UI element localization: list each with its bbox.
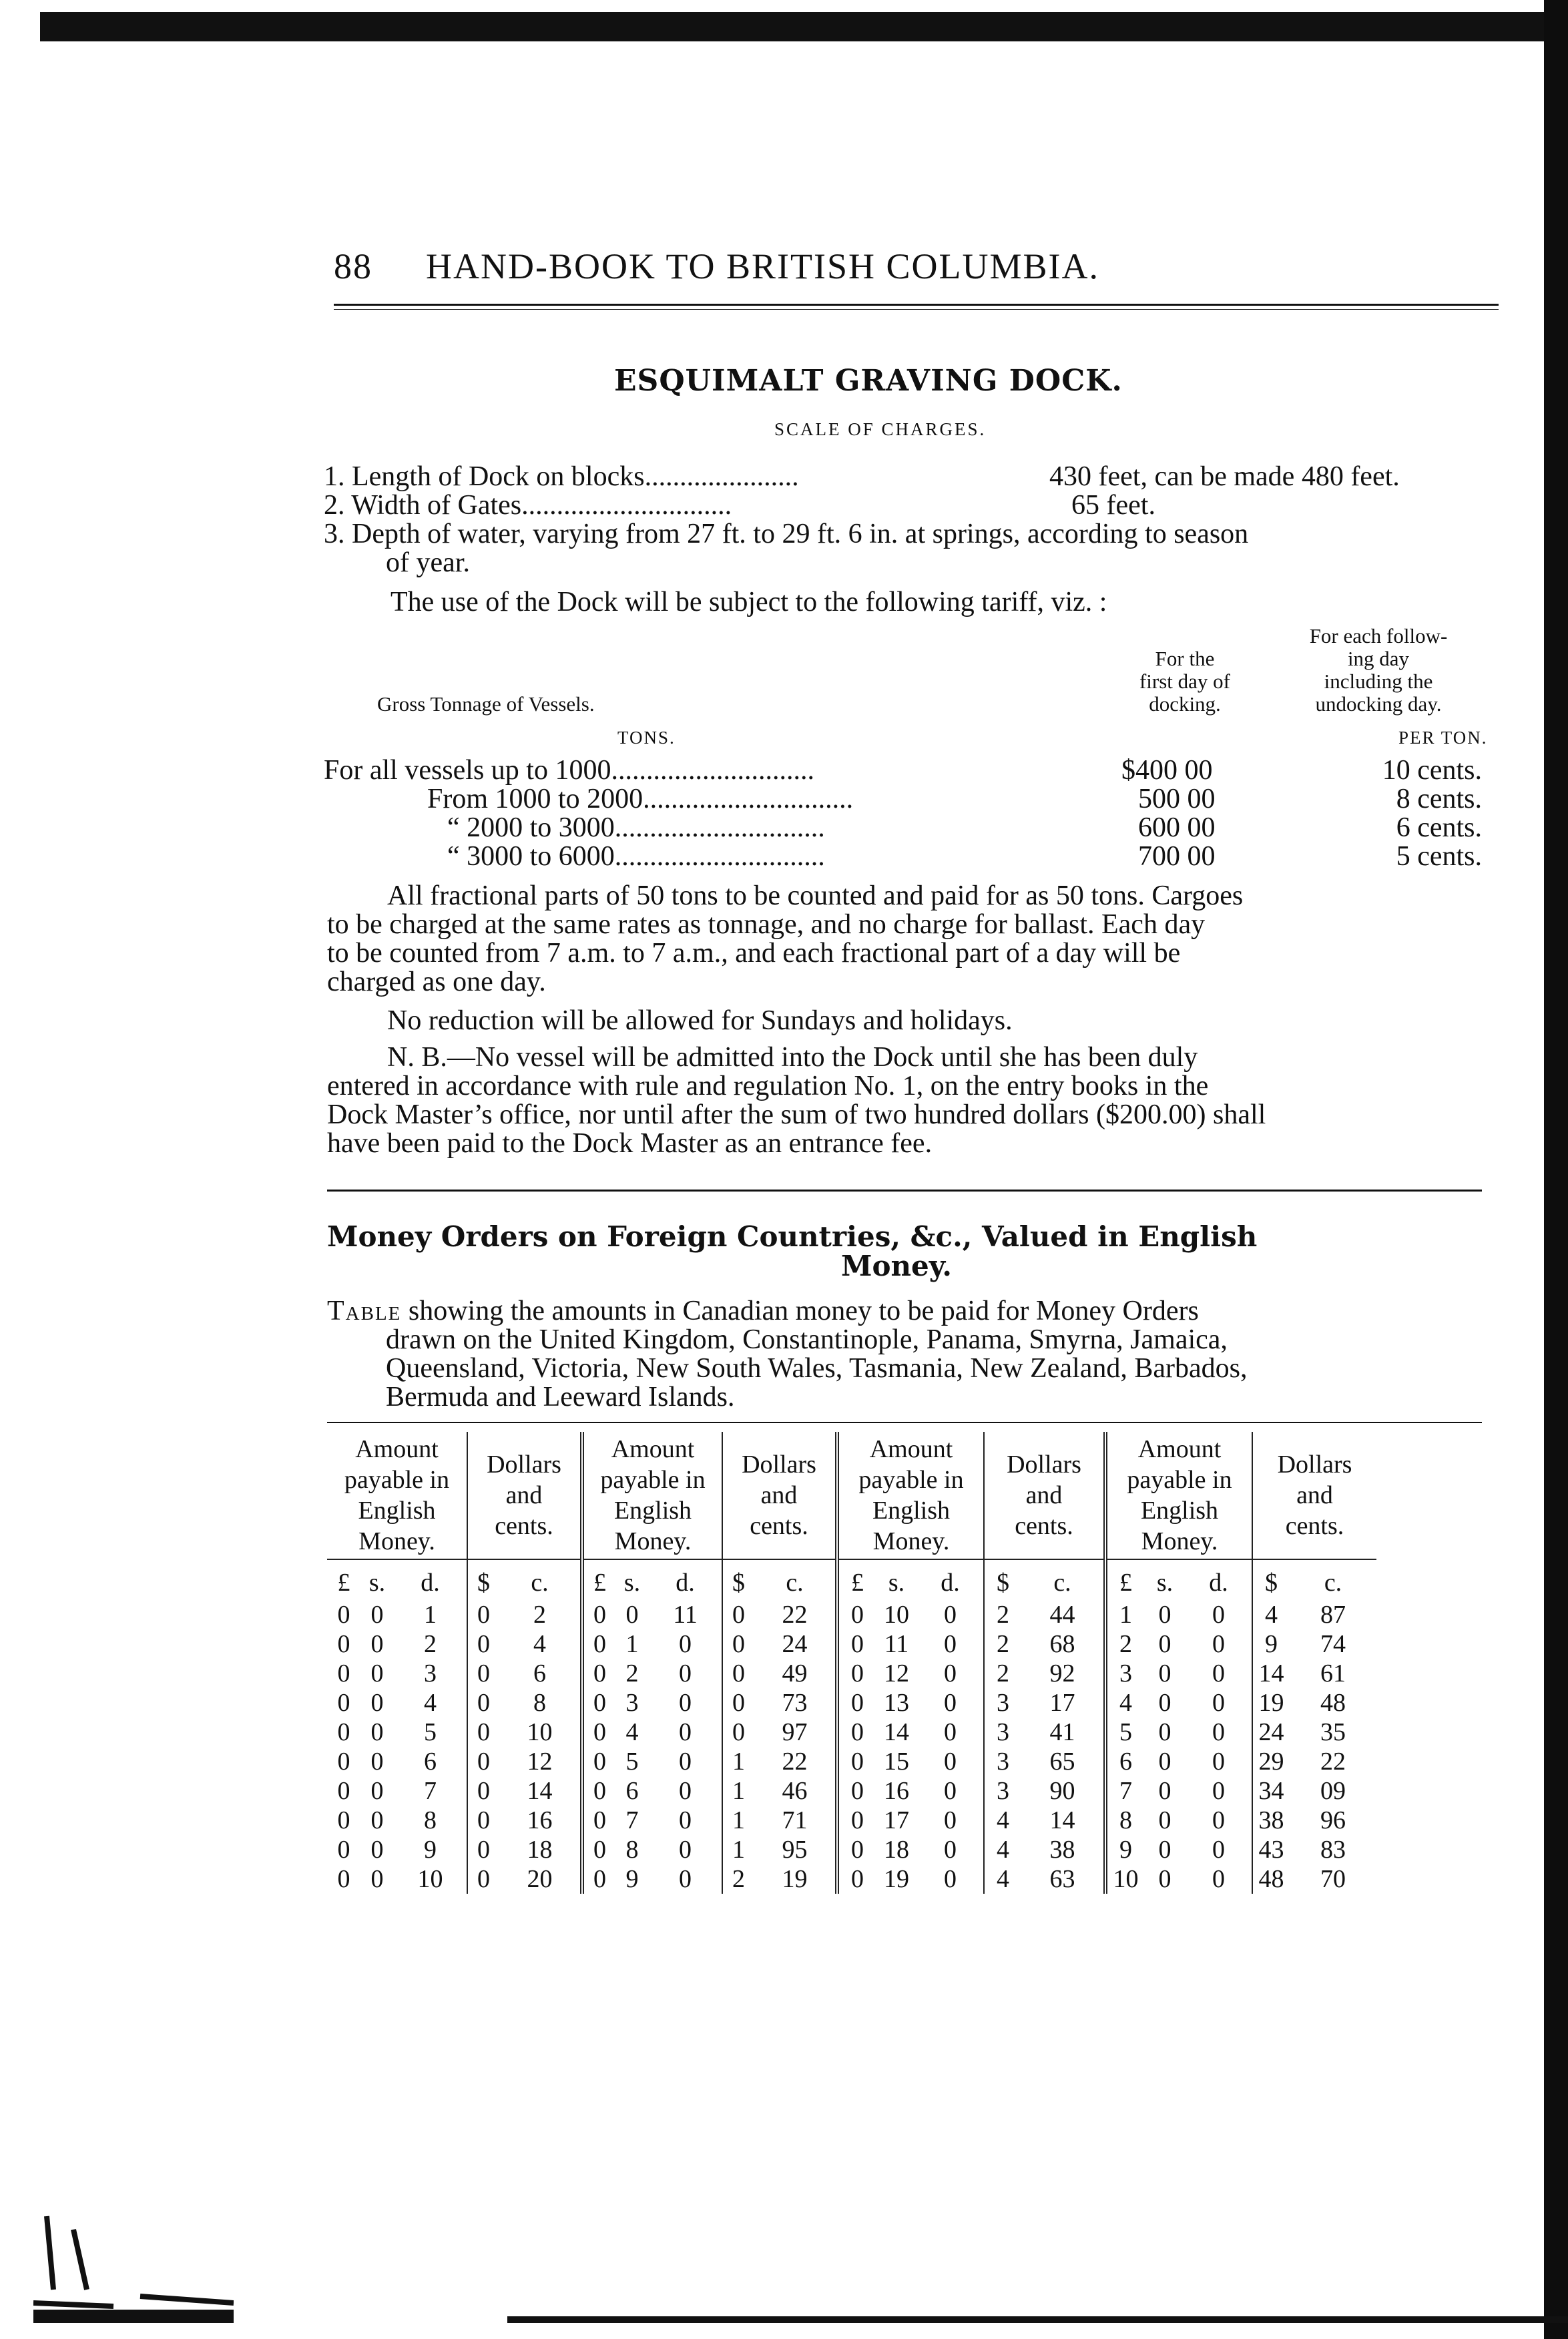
table-cell: 0 <box>649 1776 722 1806</box>
unit-label: d. <box>1186 1559 1252 1600</box>
table-cell: 17 <box>884 1806 909 1834</box>
table-cell: 12 <box>499 1747 582 1776</box>
table-cell: 3 <box>394 1659 467 1688</box>
unit-label: £ <box>337 1569 350 1597</box>
table-cell: 10 <box>884 1601 909 1629</box>
table-cell: 0 <box>337 1659 350 1687</box>
table-cell: 9 <box>394 1835 467 1864</box>
scan-top-edge <box>0 0 1568 47</box>
table-cell: 1 <box>732 1777 745 1805</box>
header-amount-payable: Amount payable in English Money. <box>582 1432 722 1559</box>
table-cell: 0 <box>1186 1747 1252 1776</box>
header-dollars-cents: Dollars and cents. <box>1252 1432 1376 1559</box>
table-cell: 8 <box>394 1806 467 1835</box>
tariff-row-label: “ 3000 to 6000.............................. <box>447 841 825 872</box>
table-cell: 6 <box>1119 1748 1132 1776</box>
table-row <box>327 1629 1376 1659</box>
table-cell: 0 <box>593 1630 606 1658</box>
table-cell: 0 <box>370 1806 384 1834</box>
table-cell: 16 <box>499 1806 582 1835</box>
tariff-row-label: For all vessels up to 1000............................. <box>324 755 814 786</box>
unit-label: d. <box>394 1559 467 1600</box>
table-cell: 11 <box>884 1630 909 1658</box>
table-cell: 0 <box>851 1748 864 1776</box>
table-cell: 0 <box>649 1806 722 1835</box>
head-rule-thick <box>334 304 1499 306</box>
para2: No reduction will be allowed for Sundays and holidays. <box>387 1005 1013 1036</box>
table-row <box>327 1718 1376 1747</box>
page-number: 88 <box>334 246 372 286</box>
table-cell: 4 <box>394 1688 467 1718</box>
table-cell: 0 <box>917 1629 984 1659</box>
table-cell: 65 <box>1021 1747 1105 1776</box>
dock-subtitle: SCALE OF CHARGES. <box>774 419 987 439</box>
table-cell: 8 <box>499 1688 582 1718</box>
unit-per-ton: PER TON. <box>1398 728 1488 748</box>
table-cell: 0 <box>732 1630 745 1658</box>
table-cell: 19 <box>884 1865 909 1893</box>
table-cell: 97 <box>754 1718 837 1747</box>
unit-label: c. <box>1324 1569 1342 1597</box>
money-desc-first-text: showing the amounts in Canadian money to be paid for Money Orders <box>408 1296 1199 1326</box>
table-cell: 7 <box>1119 1777 1132 1805</box>
table-cell: 19 <box>754 1864 837 1894</box>
table-cell: 0 <box>337 1630 350 1658</box>
table-cell: 0 <box>732 1601 745 1629</box>
money-desc-line: Queensland, Victoria, New South Wales, Tasmania, New Zealand, Barbados, <box>386 1353 1248 1384</box>
table-cell: 10 <box>394 1864 467 1894</box>
table-cell: 0 <box>917 1718 984 1747</box>
para3-line: N. B.—No vessel will be admitted into the Dock until she has been duly <box>387 1042 1198 1073</box>
table-cell: 2 <box>997 1659 1009 1687</box>
table-cell: 0 <box>337 1777 350 1805</box>
table-cell: 4 <box>1119 1689 1132 1717</box>
table-cell: 0 <box>593 1777 606 1805</box>
table-cell: 96 <box>1320 1806 1346 1834</box>
table-cell: 0 <box>917 1659 984 1688</box>
table-cell: 0 <box>1158 1630 1171 1658</box>
table-cell: 95 <box>754 1835 837 1864</box>
para3-line: entered in accordance with rule and regulation No. 1, on the entry books in the <box>327 1071 1209 1101</box>
table-cell: 0 <box>477 1718 490 1746</box>
table-cell: 0 <box>1186 1629 1252 1659</box>
tariff-row-each: 10 cents. <box>1382 755 1482 786</box>
table-cell: 9 <box>1119 1836 1132 1864</box>
table-row <box>327 1806 1376 1835</box>
table-cell: 0 <box>370 1659 384 1687</box>
unit-label: s. <box>368 1569 386 1597</box>
table-cell: 0 <box>337 1748 350 1776</box>
table-cell: 0 <box>1158 1836 1171 1864</box>
table-cell: 0 <box>370 1718 384 1746</box>
table-cell: 0 <box>851 1689 864 1717</box>
table-cell: 1 <box>732 1748 745 1776</box>
table-cell: 0 <box>370 1865 384 1893</box>
table-cell: 46 <box>754 1776 837 1806</box>
table-cell: 0 <box>477 1865 490 1893</box>
unit-label: s. <box>1156 1569 1173 1597</box>
table-cell: 0 <box>477 1748 490 1776</box>
table-cell: 2 <box>997 1601 1009 1629</box>
table-cell: 0 <box>917 1747 984 1776</box>
table-cell: 0 <box>337 1836 350 1864</box>
scan-corner-mark <box>33 2189 234 2323</box>
table-word: Table <box>327 1296 402 1326</box>
table-cell: 16 <box>884 1777 909 1805</box>
col-head-gross: Gross Tonnage of Vessels. <box>377 692 595 716</box>
tariff-row-each: 6 cents. <box>1396 812 1482 843</box>
tariff-row-first: 600 00 <box>1138 812 1216 843</box>
table-cell: 0 <box>851 1718 864 1746</box>
table-cell: 0 <box>477 1601 490 1629</box>
table-cell: 0 <box>477 1630 490 1658</box>
table-cell: 0 <box>917 1600 984 1629</box>
unit-label: $ <box>997 1569 1009 1597</box>
table-cell: 0 <box>1158 1748 1171 1776</box>
col-head-each-day: For each follow- ing day including the undocking day. <box>1309 624 1448 716</box>
table-cell: 0 <box>593 1806 606 1834</box>
section-rule <box>327 1190 1482 1192</box>
table-cell: 0 <box>851 1777 864 1805</box>
table-cell: 15 <box>884 1748 909 1776</box>
table-cell: 35 <box>1320 1718 1346 1746</box>
table-cell: 0 <box>851 1601 864 1629</box>
table-cell: 0 <box>1186 1659 1252 1688</box>
header-dollars-cents: Dollars and cents. <box>722 1432 837 1559</box>
table-cell: 1 <box>732 1836 745 1864</box>
table-cell: 4 <box>997 1806 1009 1834</box>
table-cell: 4 <box>499 1629 582 1659</box>
table-cell: 0 <box>337 1865 350 1893</box>
table-cell: 70 <box>1320 1865 1346 1893</box>
table-top-rule <box>327 1422 1482 1423</box>
scan-bottom-edge <box>507 2316 1568 2323</box>
table-cell: 0 <box>917 1835 984 1864</box>
table-cell: 0 <box>1186 1600 1252 1629</box>
table-row <box>327 1864 1376 1894</box>
table-cell: 38 <box>1258 1806 1284 1834</box>
table-cell: 9 <box>625 1865 639 1893</box>
table-cell: 90 <box>1021 1776 1105 1806</box>
table-cell: 0 <box>593 1601 606 1629</box>
table-cell: 09 <box>1320 1777 1346 1805</box>
tariff-row-each: 5 cents. <box>1396 841 1482 872</box>
table-cell: 0 <box>851 1836 864 1864</box>
table-cell: 18 <box>884 1836 909 1864</box>
table-cell: 43 <box>1258 1836 1284 1864</box>
table-cell: 0 <box>370 1836 384 1864</box>
running-head <box>334 246 1099 287</box>
unit-label: $ <box>732 1569 745 1597</box>
tariff-row-label: From 1000 to 2000.............................. <box>427 784 854 814</box>
table-cell: 7 <box>394 1776 467 1806</box>
table-row <box>327 1688 1376 1718</box>
table-cell: 0 <box>593 1689 606 1717</box>
table-cell: 0 <box>625 1601 639 1629</box>
unit-label: s. <box>888 1569 905 1597</box>
table-cell: 20 <box>499 1864 582 1894</box>
table-cell: 0 <box>593 1748 606 1776</box>
table-cell: 3 <box>625 1689 639 1717</box>
table-cell: 0 <box>477 1689 490 1717</box>
tariff-row-label: “ 2000 to 3000.............................. <box>447 812 825 843</box>
table-cell: 0 <box>649 1747 722 1776</box>
money-desc-line: drawn on the United Kingdom, Constantinople, Panama, Smyrna, Jamaica, <box>386 1324 1228 1355</box>
dock-title: ESQUIMALT GRAVING DOCK. <box>614 364 1123 398</box>
header-dollars-cents: Dollars and cents. <box>467 1432 582 1559</box>
table-cell: 0 <box>649 1629 722 1659</box>
table-cell: 2 <box>394 1629 467 1659</box>
table-cell: 0 <box>732 1659 745 1687</box>
table-cell: 2 <box>997 1630 1009 1658</box>
table-cell: 5 <box>625 1748 639 1776</box>
table-cell: 22 <box>1320 1748 1346 1776</box>
table-cell: 0 <box>649 1659 722 1688</box>
table-cell: 7 <box>625 1806 639 1834</box>
table-cell: 3 <box>1119 1659 1132 1687</box>
header-amount-payable: Amount payable in English Money. <box>1105 1432 1252 1559</box>
table-cell: 1 <box>625 1630 639 1658</box>
table-cell: 3 <box>997 1748 1009 1776</box>
table-cell: 3 <box>997 1718 1009 1746</box>
header-dollars-cents: Dollars and cents. <box>984 1432 1105 1559</box>
table-cell: 8 <box>625 1836 639 1864</box>
table-cell: 10 <box>499 1718 582 1747</box>
table-cell: 74 <box>1320 1630 1346 1658</box>
table-cell: 71 <box>754 1806 837 1835</box>
unit-label: d. <box>649 1559 722 1600</box>
table-cell: 0 <box>337 1601 350 1629</box>
table-cell: 0 <box>917 1806 984 1835</box>
table-cell: 0 <box>1186 1835 1252 1864</box>
table-row <box>327 1600 1376 1629</box>
table-cell: 0 <box>593 1836 606 1864</box>
unit-label: £ <box>1119 1569 1132 1597</box>
tariff-row-each: 8 cents. <box>1396 784 1482 814</box>
table-cell: 73 <box>754 1688 837 1718</box>
table-cell: 8 <box>1119 1806 1132 1834</box>
para1-line: to be counted from 7 a.m. to 7 a.m., and each fractional part of a day will be <box>327 938 1181 969</box>
table-cell: 17 <box>1021 1688 1105 1718</box>
table-cell: 0 <box>1158 1777 1171 1805</box>
table-cell: 0 <box>917 1776 984 1806</box>
unit-label: c. <box>754 1559 837 1600</box>
table-cell: 0 <box>370 1601 384 1629</box>
table-cell: 0 <box>851 1806 864 1834</box>
table-cell: 0 <box>732 1689 745 1717</box>
table-cell: 0 <box>917 1688 984 1718</box>
table-cell: 6 <box>625 1777 639 1805</box>
table-cell: 4 <box>997 1865 1009 1893</box>
table-cell: 0 <box>1186 1806 1252 1835</box>
table-cell: 4 <box>1265 1601 1278 1629</box>
table-cell: 29 <box>1258 1748 1284 1776</box>
table-row <box>327 1835 1376 1864</box>
table-cell: 2 <box>1119 1630 1132 1658</box>
table-cell: 0 <box>1158 1601 1171 1629</box>
table-cell: 63 <box>1021 1864 1105 1894</box>
unit-label: £ <box>593 1569 606 1597</box>
table-cell: 1 <box>1119 1601 1132 1629</box>
table-cell: 0 <box>1186 1776 1252 1806</box>
table-cell: 48 <box>1320 1689 1346 1717</box>
table-cell: 12 <box>884 1659 909 1687</box>
header-amount-payable: Amount payable in English Money. <box>837 1432 984 1559</box>
table-cell: 0 <box>851 1630 864 1658</box>
table-cell: 18 <box>499 1835 582 1864</box>
table-cell: 48 <box>1258 1865 1284 1893</box>
tariff-row-first: 700 00 <box>1138 841 1216 872</box>
table-cell: 0 <box>337 1689 350 1717</box>
table-cell: 0 <box>370 1689 384 1717</box>
unit-label: s. <box>623 1569 641 1597</box>
table-cell: 6 <box>394 1747 467 1776</box>
para1-line: charged as one day. <box>327 967 546 997</box>
table-cell: 19 <box>1258 1689 1284 1717</box>
table-cell: 49 <box>754 1659 837 1688</box>
table-cell: 2 <box>499 1600 582 1629</box>
table-cell: 0 <box>477 1659 490 1687</box>
table-cell: 0 <box>649 1688 722 1718</box>
item2-value: 65 feet. <box>1071 490 1155 521</box>
table-row <box>327 1776 1376 1806</box>
head-rule-thin <box>334 309 1499 310</box>
table-cell: 4 <box>625 1718 639 1746</box>
table-cell: 0 <box>1158 1718 1171 1746</box>
unit-label: d. <box>917 1559 984 1600</box>
table-cell: 0 <box>1158 1865 1171 1893</box>
table-cell: 0 <box>593 1718 606 1746</box>
table-cell: 41 <box>1021 1718 1105 1747</box>
table-cell: 0 <box>649 1718 722 1747</box>
table-cell: 14 <box>884 1718 909 1746</box>
money-order-table <box>327 1432 1376 1894</box>
table-cell: 83 <box>1320 1836 1346 1864</box>
money-desc-first <box>327 1295 1199 1327</box>
table-cell: 2 <box>625 1659 639 1687</box>
para1-line: to be charged at the same rates as tonnage, and no charge for ballast. Each day <box>327 909 1206 940</box>
table-cell: 22 <box>754 1600 837 1629</box>
table-row <box>327 1747 1376 1776</box>
table-cell: 0 <box>851 1659 864 1687</box>
table-cell: 22 <box>754 1747 837 1776</box>
table-cell: 2 <box>732 1865 745 1893</box>
table-cell: 0 <box>917 1864 984 1894</box>
table-cell: 24 <box>754 1629 837 1659</box>
table-cell: 3 <box>997 1689 1009 1717</box>
table-cell: 6 <box>499 1659 582 1688</box>
unit-label: c. <box>499 1559 582 1600</box>
tariff-intro: The use of the Dock will be subject to the following tariff, viz. : <box>390 587 1107 617</box>
money-desc-line: Bermuda and Leeward Islands. <box>386 1382 735 1412</box>
table-cell: 0 <box>1158 1806 1171 1834</box>
unit-label: c. <box>1021 1559 1105 1600</box>
table-cell: 0 <box>1186 1864 1252 1894</box>
table-cell: 3 <box>997 1777 1009 1805</box>
table-cell: 0 <box>593 1659 606 1687</box>
para3-line: have been paid to the Dock Master as an entrance fee. <box>327 1128 933 1159</box>
table-cell: 0 <box>370 1777 384 1805</box>
tariff-row-first: $400 00 <box>1121 755 1213 786</box>
item3-line1: 3. Depth of water, varying from 27 ft. to 29 ft. 6 in. at springs, according to season <box>324 519 1249 549</box>
table-cell: 4 <box>997 1836 1009 1864</box>
para1-line: All fractional parts of 50 tons to be counted and paid for as 50 tons. Cargoes <box>387 880 1244 911</box>
table-cell: 0 <box>337 1806 350 1834</box>
unit-label: £ <box>851 1569 864 1597</box>
table-cell: 0 <box>477 1836 490 1864</box>
table-cell: 0 <box>1158 1689 1171 1717</box>
money-title-line2: Money. <box>841 1250 952 1282</box>
table-cell: 0 <box>851 1865 864 1893</box>
item2-label: 2. Width of Gates.............................. <box>324 490 732 521</box>
table-cell: 0 <box>593 1865 606 1893</box>
table-cell: 0 <box>732 1718 745 1746</box>
table-cell: 0 <box>649 1835 722 1864</box>
item1-value: 430 feet, can be made 480 feet. <box>1049 461 1400 492</box>
table-cell: 61 <box>1320 1659 1346 1687</box>
running-title: HAND-BOOK TO BRITISH COLUMBIA. <box>426 246 1100 286</box>
para3-line: Dock Master’s office, nor until after the sum of two hundred dollars ($200.00) shall <box>327 1099 1266 1130</box>
unit-label: $ <box>1265 1569 1278 1597</box>
table-cell: 0 <box>337 1718 350 1746</box>
table-cell: 9 <box>1265 1630 1278 1658</box>
table-cell: 14 <box>1021 1806 1105 1835</box>
table-cell: 0 <box>477 1777 490 1805</box>
table-cell: 0 <box>477 1806 490 1834</box>
table-cell: 14 <box>499 1776 582 1806</box>
table-cell: 44 <box>1021 1600 1105 1629</box>
table-cell: 5 <box>1119 1718 1132 1746</box>
table-row <box>327 1659 1376 1688</box>
table-cell: 13 <box>884 1689 909 1717</box>
table-cell: 10 <box>1113 1865 1139 1893</box>
table-cell: 38 <box>1021 1835 1105 1864</box>
scan-right-edge <box>1544 0 1568 2339</box>
table-cell: 1 <box>394 1600 467 1629</box>
table-cell: 34 <box>1258 1777 1284 1805</box>
money-title-line1: Money Orders on Foreign Countries, &c., Valued in English <box>327 1220 1258 1253</box>
item3-line2: of year. <box>386 547 470 578</box>
table-cell: 0 <box>1186 1718 1252 1747</box>
table-cell: 0 <box>370 1630 384 1658</box>
table-cell: 11 <box>649 1600 722 1629</box>
unit-label: $ <box>477 1569 490 1597</box>
table-cell: 87 <box>1320 1601 1346 1629</box>
table-cell: 68 <box>1021 1629 1105 1659</box>
table-cell: 0 <box>370 1748 384 1776</box>
unit-tons: TONS. <box>617 728 676 748</box>
table-cell: 92 <box>1021 1659 1105 1688</box>
table-cell: 14 <box>1258 1659 1284 1687</box>
table-cell: 0 <box>1158 1659 1171 1687</box>
col-head-first-day: For the first day of docking. <box>1139 647 1231 716</box>
table-cell: 1 <box>732 1806 745 1834</box>
table-cell: 24 <box>1258 1718 1284 1746</box>
table-cell: 0 <box>649 1864 722 1894</box>
table-cell: 5 <box>394 1718 467 1747</box>
header-amount-payable: Amount payable in English Money. <box>327 1432 467 1559</box>
tariff-row-first: 500 00 <box>1138 784 1216 814</box>
item1-label: 1. Length of Dock on blocks...................... <box>324 461 799 492</box>
table-cell: 0 <box>1186 1688 1252 1718</box>
